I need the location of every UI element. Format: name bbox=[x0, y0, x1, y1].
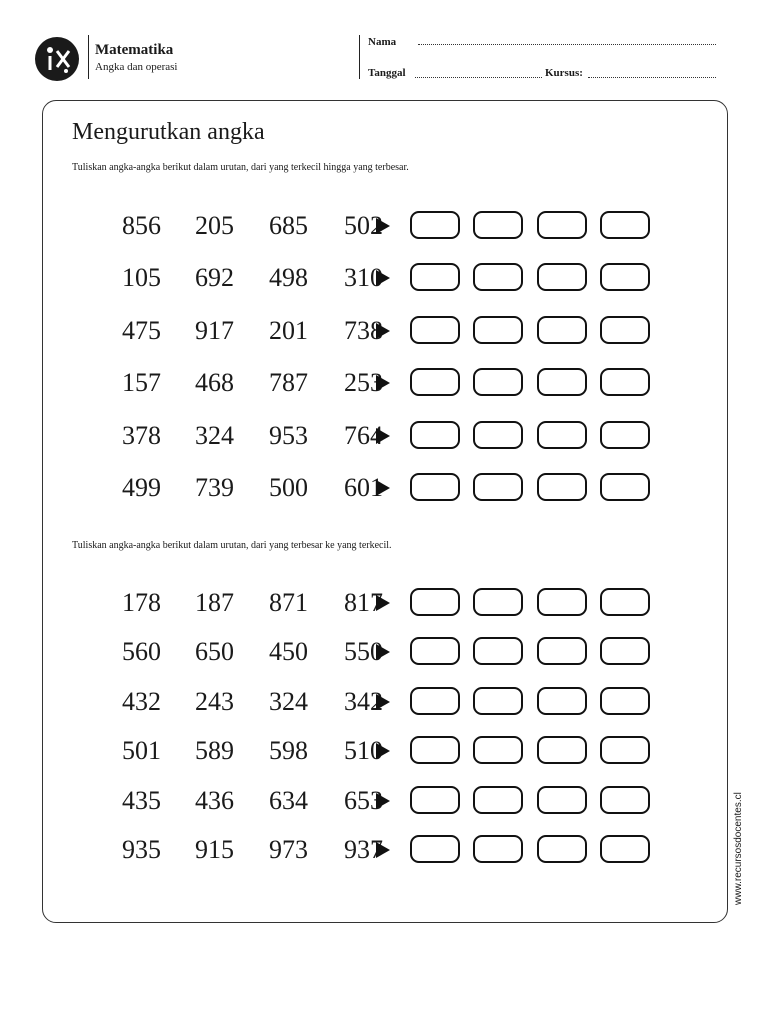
answer-box[interactable] bbox=[473, 588, 523, 616]
class-field[interactable] bbox=[588, 77, 716, 78]
answer-box[interactable] bbox=[410, 637, 460, 665]
number-value: 178 bbox=[122, 588, 161, 617]
number-value: 787 bbox=[269, 368, 308, 398]
arrow-right-icon bbox=[376, 218, 390, 234]
number-value: 650 bbox=[195, 637, 234, 667]
number-value: 475 bbox=[122, 315, 161, 345]
exercise-row-descending bbox=[0, 733, 768, 769]
instruction-descending: Tuliskan angka-angka berikut dalam urutan, dari yang terbesar ke yang terkecil. bbox=[72, 540, 392, 551]
number-value: 450 bbox=[269, 637, 308, 667]
number-value: 468 bbox=[195, 368, 234, 398]
exercise-row-ascending bbox=[0, 365, 768, 401]
number-value: 953 bbox=[269, 420, 308, 450]
arrow-right-icon bbox=[376, 644, 390, 660]
answer-box[interactable] bbox=[410, 687, 460, 715]
date-field[interactable] bbox=[415, 77, 542, 78]
answer-box[interactable] bbox=[473, 835, 523, 863]
name-label: Nama bbox=[368, 36, 397, 48]
number-value: 498 bbox=[269, 263, 308, 293]
answer-box[interactable] bbox=[473, 786, 523, 814]
answer-box[interactable] bbox=[600, 421, 650, 449]
number-value: 738 bbox=[344, 315, 383, 345]
credit-text: www.recursosdocentes.cl bbox=[733, 792, 744, 905]
number-value: 205 bbox=[195, 211, 234, 240]
answer-box[interactable] bbox=[410, 835, 460, 863]
answer-box[interactable] bbox=[473, 368, 523, 396]
number-value: 817 bbox=[344, 588, 383, 617]
answer-box[interactable] bbox=[473, 211, 523, 239]
answer-box[interactable] bbox=[600, 637, 650, 665]
subject-subtitle: Angka dan operasi bbox=[95, 61, 178, 73]
number-value: 589 bbox=[195, 736, 234, 766]
arrow-right-icon bbox=[376, 270, 390, 286]
arrow-right-icon bbox=[376, 375, 390, 391]
number-value: 499 bbox=[122, 473, 161, 502]
number-value: 342 bbox=[344, 686, 383, 716]
date-label: Tanggal bbox=[368, 67, 406, 79]
number-value: 560 bbox=[122, 637, 161, 667]
number-value: 436 bbox=[195, 785, 234, 815]
arrow-right-icon bbox=[376, 595, 390, 611]
exercise-row-ascending bbox=[0, 418, 768, 454]
number-value: 692 bbox=[195, 263, 234, 293]
arrow-right-icon bbox=[376, 793, 390, 809]
answer-box[interactable] bbox=[410, 588, 460, 616]
number-value: 653 bbox=[344, 785, 383, 815]
number-value: 634 bbox=[269, 785, 308, 815]
answer-box[interactable] bbox=[410, 316, 460, 344]
answer-box[interactable] bbox=[410, 421, 460, 449]
exercise-row-descending bbox=[0, 634, 768, 670]
arrow-right-icon bbox=[376, 694, 390, 710]
answer-box[interactable] bbox=[473, 687, 523, 715]
instruction-ascending: Tuliskan angka-angka berikut dalam urutan, dari yang terkecil hingga yang terbesar. bbox=[72, 162, 409, 173]
answer-box[interactable] bbox=[537, 316, 587, 344]
exercise-row-ascending bbox=[0, 260, 768, 296]
answer-box[interactable] bbox=[410, 473, 460, 501]
number-value: 324 bbox=[269, 686, 308, 716]
subject-title: Matematika bbox=[95, 42, 174, 58]
math-logo-icon bbox=[35, 37, 79, 81]
arrow-right-icon bbox=[376, 428, 390, 444]
number-value: 935 bbox=[122, 835, 161, 864]
number-value: 550 bbox=[344, 637, 383, 667]
answer-box[interactable] bbox=[537, 473, 587, 501]
answer-box[interactable] bbox=[410, 786, 460, 814]
number-value: 157 bbox=[122, 368, 161, 398]
answer-box[interactable] bbox=[600, 263, 650, 291]
number-value: 973 bbox=[269, 835, 308, 864]
exercise-row-ascending bbox=[0, 208, 768, 244]
exercise-row-descending bbox=[0, 585, 768, 621]
class-label: Kursus: bbox=[545, 67, 583, 79]
answer-box[interactable] bbox=[473, 316, 523, 344]
answer-box[interactable] bbox=[600, 835, 650, 863]
answer-box[interactable] bbox=[537, 687, 587, 715]
number-value: 739 bbox=[195, 473, 234, 502]
number-value: 871 bbox=[269, 588, 308, 617]
answer-box[interactable] bbox=[537, 421, 587, 449]
exercise-row-ascending bbox=[0, 470, 768, 506]
answer-box[interactable] bbox=[537, 263, 587, 291]
number-value: 435 bbox=[122, 785, 161, 815]
answer-box[interactable] bbox=[537, 588, 587, 616]
arrow-right-icon bbox=[376, 842, 390, 858]
number-value: 598 bbox=[269, 736, 308, 766]
answer-box[interactable] bbox=[600, 588, 650, 616]
answer-box[interactable] bbox=[410, 211, 460, 239]
answer-box[interactable] bbox=[410, 736, 460, 764]
exercise-row-ascending bbox=[0, 313, 768, 349]
number-value: 253 bbox=[344, 368, 383, 398]
number-value: 917 bbox=[195, 315, 234, 345]
number-value: 501 bbox=[122, 736, 161, 766]
arrow-right-icon bbox=[376, 743, 390, 759]
answer-box[interactable] bbox=[600, 687, 650, 715]
number-value: 502 bbox=[344, 211, 383, 240]
answer-box[interactable] bbox=[473, 736, 523, 764]
answer-box[interactable] bbox=[537, 835, 587, 863]
name-field[interactable] bbox=[418, 44, 716, 45]
worksheet-title: Mengurutkan angka bbox=[72, 119, 265, 145]
answer-box[interactable] bbox=[410, 263, 460, 291]
number-value: 937 bbox=[344, 835, 383, 864]
number-value: 601 bbox=[344, 473, 383, 502]
number-value: 201 bbox=[269, 315, 308, 345]
exercise-row-descending bbox=[0, 832, 768, 868]
answer-box[interactable] bbox=[537, 736, 587, 764]
number-value: 105 bbox=[122, 263, 161, 293]
answer-box[interactable] bbox=[600, 736, 650, 764]
answer-box[interactable] bbox=[537, 368, 587, 396]
arrow-right-icon bbox=[376, 323, 390, 339]
answer-box[interactable] bbox=[473, 421, 523, 449]
arrow-right-icon bbox=[376, 480, 390, 496]
answer-box[interactable] bbox=[600, 211, 650, 239]
number-value: 432 bbox=[122, 686, 161, 716]
answer-box[interactable] bbox=[600, 316, 650, 344]
exercise-row-descending bbox=[0, 783, 768, 819]
form-divider bbox=[359, 35, 360, 79]
number-value: 500 bbox=[269, 473, 308, 502]
answer-box[interactable] bbox=[473, 473, 523, 501]
answer-box[interactable] bbox=[600, 473, 650, 501]
number-value: 310 bbox=[344, 263, 383, 293]
answer-box[interactable] bbox=[410, 368, 460, 396]
number-value: 764 bbox=[344, 420, 383, 450]
answer-box[interactable] bbox=[537, 786, 587, 814]
header-divider bbox=[88, 35, 89, 79]
number-value: 856 bbox=[122, 211, 161, 240]
answer-box[interactable] bbox=[537, 211, 587, 239]
number-value: 324 bbox=[195, 420, 234, 450]
number-value: 685 bbox=[269, 211, 308, 240]
number-value: 510 bbox=[344, 736, 383, 766]
exercise-row-descending bbox=[0, 684, 768, 720]
answer-box[interactable] bbox=[600, 786, 650, 814]
number-value: 378 bbox=[122, 420, 161, 450]
answer-box[interactable] bbox=[600, 368, 650, 396]
answer-box[interactable] bbox=[473, 637, 523, 665]
number-value: 187 bbox=[195, 588, 234, 617]
number-value: 243 bbox=[195, 686, 234, 716]
answer-box[interactable] bbox=[537, 637, 587, 665]
number-value: 915 bbox=[195, 835, 234, 864]
answer-box[interactable] bbox=[473, 263, 523, 291]
